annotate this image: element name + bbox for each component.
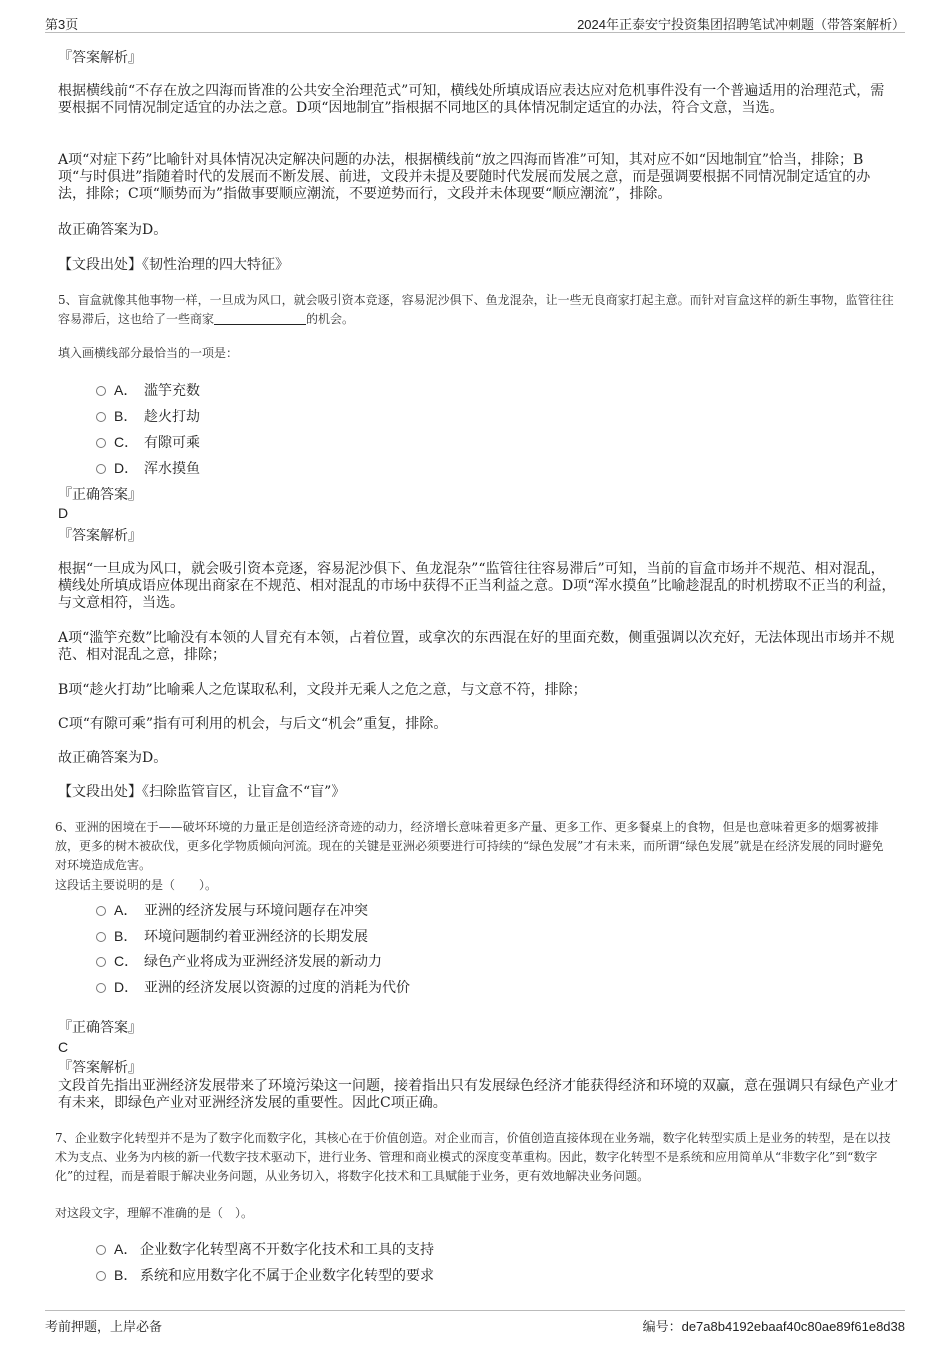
radio-icon[interactable] [96, 906, 106, 916]
q5-option-d[interactable]: D． 浑水摸鱼 [96, 460, 200, 478]
page-number: 第3页 [45, 17, 79, 32]
q5-option-b[interactable]: B． 趁火打劫 [96, 408, 200, 426]
footer-slogan: 考前押题，上岸必备 [45, 1320, 163, 1335]
radio-icon[interactable] [96, 386, 106, 396]
q5-analysis-p4: C项“有隙可乘”指有可利用的机会，与后文“机会”重复，排除。 [58, 716, 448, 732]
q6-answer-label: 『正确答案』 [58, 1020, 142, 1036]
q7-prompt: 对这段文字，理解不准确的是（ ）。 [55, 1206, 254, 1220]
radio-icon[interactable] [96, 1245, 106, 1255]
page-footer [45, 1310, 905, 1335]
footer-code: 编号：de7a8b4192ebaaf40c80ae89f61e8d38 [642, 1319, 905, 1335]
document-title: 2024年正泰安宁投资集团招聘笔试冲刺题（带答案解析） [577, 17, 905, 32]
q6-answer: C [58, 1039, 69, 1055]
radio-icon[interactable] [96, 957, 106, 967]
q7-option-b[interactable]: B． 系统和应用数字化不属于企业数字化转型的要求 [96, 1267, 434, 1285]
q5-option-c[interactable]: C． 有隙可乘 [96, 434, 200, 452]
q5-stem: 5、盲盒就像其他事物一样，一旦成为风口，就会吸引资本竞逐，容易泥沙俱下、鱼龙混杂，让一些无良商家打起主意。而针对盲盒这样的新生事物，监管往往容易滞后，这也给了一些商家 的机会。 [58, 293, 894, 326]
q6-option-c[interactable]: C． 绿色产业将成为亚洲经济发展的新动力 [96, 953, 382, 971]
q5-answer: D [58, 505, 69, 521]
q5-analysis-p3: B项“趁火打劫”比喻乘人之危谋取私利，文段并无乘人之危之意，与文意不符，排除； [58, 682, 587, 698]
q7-stem: 7、企业数字化转型并不是为了数字化而数字化，其核心在于价值创造。对企业而言，价值创造直接体现在业务端，数字化转型实质上是业务的转型，是在以技术为支点、业务为内核的新一代数字技术驱动下，进行业务、管理和商业模式的深度变革重构。因此，数字化转型不是系统和应用简单从“非数字化”到“数字化”的过程，而是着眼于解决业务问题，从业务切入，将数字化技术和工具赋能于业务，更有效地解决业务问题。 [55, 1131, 891, 1183]
q4-conclusion: 故正确答案为D。 [58, 222, 168, 238]
q6-prompt: 这段话主要说明的是（ ）。 [55, 878, 218, 892]
radio-icon[interactable] [96, 412, 106, 422]
q5-option-a[interactable]: A． 滥竽充数 [96, 382, 200, 400]
q6-analysis-label: 『答案解析』 [58, 1060, 142, 1076]
radio-icon[interactable] [96, 464, 106, 474]
q4-source: 【文段出处】《韧性治理的四大特征》 [58, 257, 289, 273]
q4-analysis-p2: A项“对症下药”比喻针对具体情况决定解决问题的办法，根据横线前“放之四海而皆准”可知，其对应不如“因地制宜”恰当，排除；B项“与时俱进”指随着时代的发展而不断发展、前进，文段并未提及要随时代发展而发展之意，而是强调要根据不同情况制定适宜的办法，排除；C项“顺势而为”指做事要顺应潮流，不要逆势而行，文段并未体现要“顺应潮流”，排除。 [58, 152, 871, 202]
radio-icon[interactable] [96, 983, 106, 993]
radio-icon[interactable] [96, 932, 106, 942]
radio-icon[interactable] [96, 438, 106, 448]
q5-analysis-label: 『答案解析』 [58, 528, 142, 544]
q6-option-a[interactable]: A． 亚洲的经济发展与环境问题存在冲突 [96, 902, 368, 920]
q5-prompt: 填入画横线部分最恰当的一项是： [58, 346, 239, 360]
q6-stem: 6、亚洲的困境在于——破坏环境的力量正是创造经济奇迹的动力，经济增长意味着更多产量、更多工作、更多餐桌上的食物，但是也意味着更多的烟雾被排放，更多的树木被砍伐，更多化学物质倾向河流。现在的关键是亚洲必须要进行可持续的“绿色发展”才有未来，而所谓“绿色发展”就是在经济发展的同时避免对环境造成危害。 [55, 820, 884, 872]
q6-option-d[interactable]: D． 亚洲的经济发展以资源的过度的消耗为代价 [96, 979, 410, 997]
q5-source: 【文段出处】《扫除监管盲区，让盲盒不“盲”》 [58, 784, 346, 800]
q5-analysis-p2: A项“滥竽充数”比喻没有本领的人冒充有本领，占着位置，或拿次的东西混在好的里面充数，侧重强调以次充好，无法体现出市场并不规范、相对混乱之意，排除； [58, 630, 895, 663]
q5-answer-label: 『正确答案』 [58, 487, 142, 503]
radio-icon[interactable] [96, 1271, 106, 1281]
page-header [45, 12, 905, 33]
q6-option-b[interactable]: B． 环境问题制约着亚洲经济的长期发展 [96, 928, 368, 946]
q7-option-a[interactable]: A． 企业数字化转型离不开数字化技术和工具的支持 [96, 1241, 434, 1259]
q4-analysis-p1: 根据横线前“不存在放之四海而皆准的公共安全治理范式”可知，横线处所填成语应表达应对危机事件没有一个普遍适用的治理范式，需要根据不同情况制定适宜的办法之意。D项“因地制宜”指根据不同地区的具体情况制定适宜的办法，符合文意，当选。 [58, 83, 885, 116]
q4-analysis-label: 『答案解析』 [58, 50, 142, 66]
q5-conclusion: 故正确答案为D。 [58, 750, 168, 766]
q5-analysis-p1: 根据“一旦成为风口，就会吸引资本竞逐，容易泥沙俱下、鱼龙混杂”“监管往往容易滞后”可知，当前的盲盒市场并不规范、相对混乱，横线处所填成语应体现出商家在不规范、相对混乱的市场中获得不正当利益之意。D项“浑水摸鱼”比喻趁混乱的时机捞取不正当的利益，与文意相符，当选。 [58, 561, 896, 611]
q5-fill-blank [214, 312, 306, 325]
q6-analysis: 文段首先指出亚洲经济发展带来了环境污染这一问题，接着指出只有发展绿色经济才能获得经济和环境的双赢，意在强调只有绿色产业才有未来，即绿色产业对亚洲经济发展的重要性。因此C项正确。 [58, 1078, 898, 1111]
